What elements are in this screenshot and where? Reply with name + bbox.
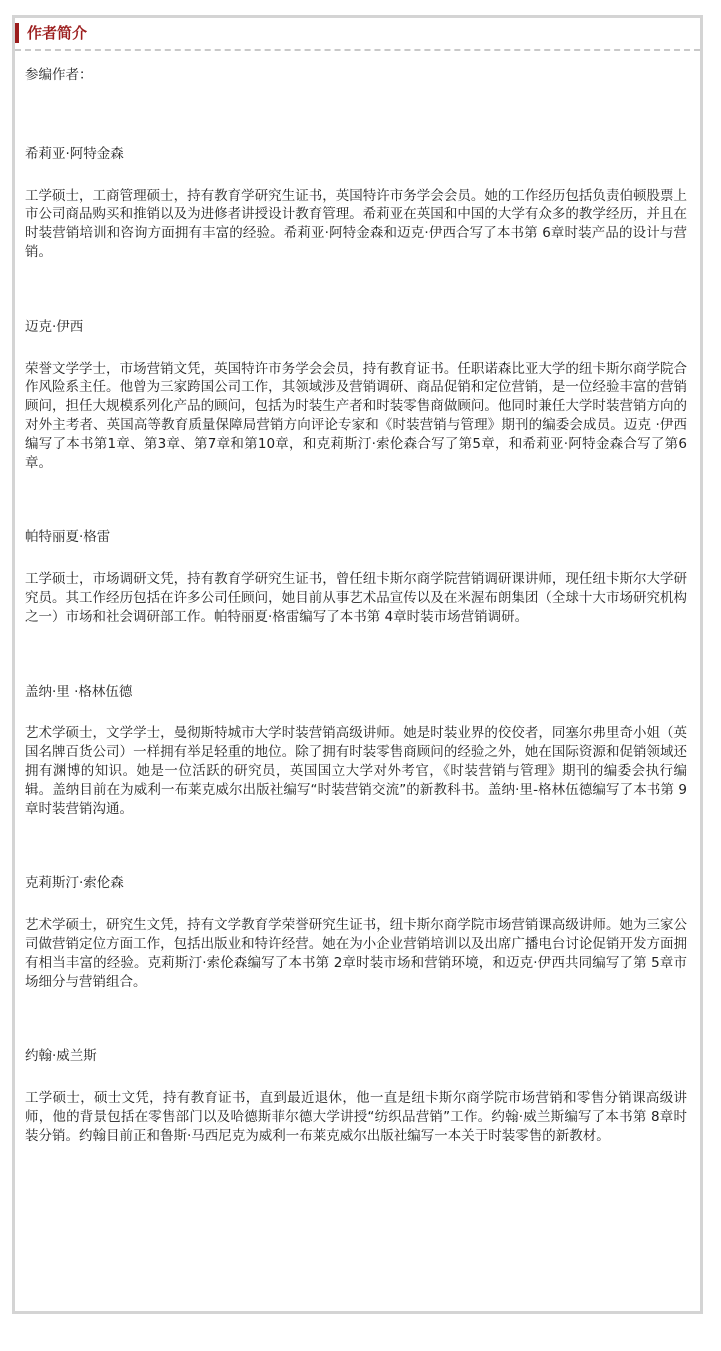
section-title: 作者简介 [27,24,88,42]
author-bio: 工学硕士，硕士文凭，持有教育证书，直到最近退休，他一直是纽卡斯尔商学院市场营销和零售分销课高级讲师，他的背景包括在零售部门以及哈德斯菲尔德大学讲授“纺织品营销”工作。约翰·威兰斯编写了本书第 8章时装分销。约翰目前正和鲁斯·马西尼克为威利一布莱克威尔出版社编写一本关于时装零售的新教材。 [25,1090,687,1144]
author-bio: 工学硕士，工商管理硕士，持有教育学研究生证书，英国特许市务学会会员。她的工作经历包括负责伯顿股票上市公司商品购买和推销以及为进修者讲授设计教育管理。希莉亚在英国和中国的大学有众多的教学经历，并且在时装营销培训和咨询方面拥有丰富的经验。希莉亚·阿特金森和迈克·伊西合写了本书第 6章时装产品的设计与营销。 [25,187,687,260]
section-header [15,18,700,51]
author-name: 帕特丽夏·格雷 [25,529,111,546]
author-bio: 艺术学硕士，研究生文凭，持有文学教育学荣誉研究生证书，纽卡斯尔商学院市场营销课高级讲师。她为三家公司做营销定位方面工作，包括出版业和特许经营。她在为小企业营销培训以及出席广播电台讨论促销开发方面拥有相当丰富的经验。克莉斯汀·索伦森编写了本书第 2章时装市场和营销环境，和迈克·伊西共同编写了第 5章市场细分与营销组合。 [25,917,687,990]
header-accent-bar [15,23,19,43]
author-name: 希莉亚·阿特金森 [25,145,124,162]
author-entry [25,318,687,473]
author-bio: 荣誉文学学士，市场营销文凭，英国特许市务学会会员，持有教育证书。任职诺森比亚大学的纽卡斯尔商学院合作风险系主任。他曾为三家跨国公司工作，其领域涉及营销调研、商品促销和定位营销，是一位经验丰富的营销顾问，担任大规模系列化产品的顾问，包括为时装生产者和时装零售商做顾问。他同时兼任大学时装营销方向的对外主考者、英国高等教育质量保障局营销方向评论专家和《时装营销与管理》期刊的编委会成员。迈克 ·伊西编写了本书第1章、第3章、第7章和第10章，和克莉斯汀·索伦森合写了第5章，和希莉亚·阿特金森合写了第6章。 [25,360,687,471]
author-name: 迈克·伊西 [25,318,84,335]
author-name: 盖纳·里 ·格林伍德 [25,683,133,700]
author-entry [25,528,687,626]
author-content [25,66,687,1202]
author-bio: 艺术学硕士，文学学士，曼彻斯特城市大学时装营销高级讲师。她是时装业界的佼佼者，同塞尔弗里奇小姐（英国名牌百货公司）一样拥有举足轻重的地位。除了拥有时装零售商顾问的经验之外，她在国际资源和促销领域还拥有渊博的知识。她是一位活跃的研究员，英国国立大学对外考官，《时装营销与管理》期刊的编委会执行编辑。盖纳目前在为威利一布莱克威尔出版社编写“时装营销交流”的新教科书。盖纳·里-格林伍德编写了本书第 9章时装营销沟通。 [25,725,687,817]
author-entry [25,145,687,262]
author-entry [25,1047,687,1145]
author-name: 约翰·威兰斯 [25,1048,97,1065]
author-bio: 工学硕士，市场调研文凭，持有教育学研究生证书，曾任纽卡斯尔商学院营销调研课讲师，现任纽卡斯尔大学研究员。其工作经历包括在许多公司任顾问，她目前从事艺术品宣传以及在米渥布朗集团（全球十大市场研究机构之一）市场和社会调研部工作。帕特丽夏·格雷编写了本书第 4章时装市场营销调研。 [25,571,687,625]
author-intro-panel [12,15,703,1314]
contributors-label: 参编作者： [25,67,93,83]
author-entry [25,874,687,991]
author-name: 克莉斯汀·索伦森 [25,875,124,892]
author-entry [25,683,687,819]
